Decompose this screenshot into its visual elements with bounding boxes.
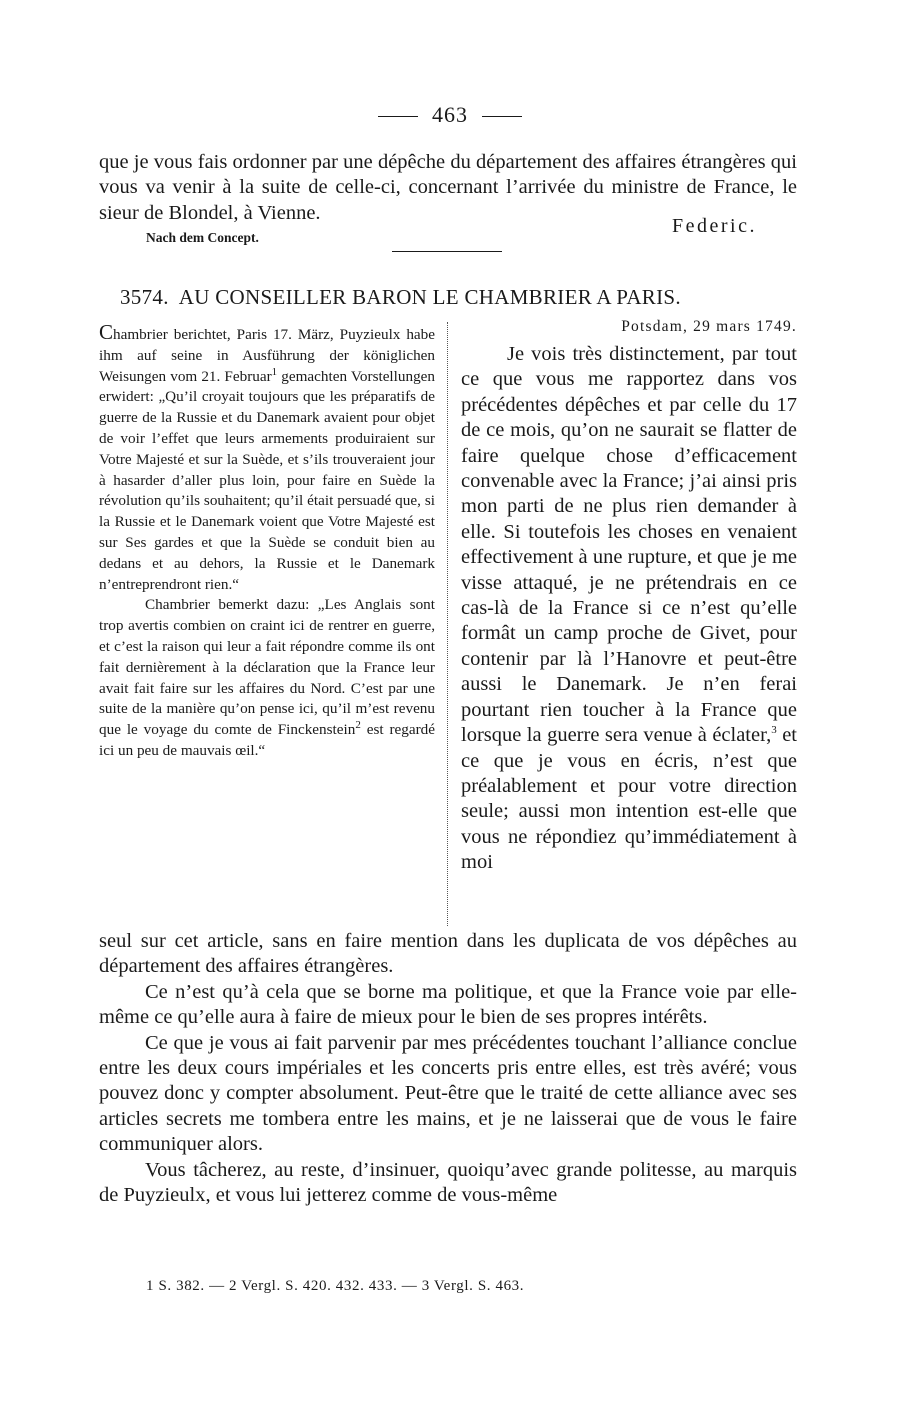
signature: Federic. bbox=[672, 215, 757, 237]
letter-number: 3574. bbox=[120, 285, 169, 309]
page-number-text: 463 bbox=[432, 102, 468, 127]
continuation-paragraph-1: seul sur cet article, sans en faire mention dans les duplicata de vos dépêches au département des affaires étrangères. bbox=[99, 930, 797, 978]
letter-body-paragraph bbox=[461, 342, 797, 876]
section-divider bbox=[392, 251, 502, 252]
opening-text: que je vous fais ordonner par une dépêche du département des affaires étrangères qui vous va venir à la suite de celle-ci, concernant l’arrivée du ministre de France, le sieur de Blondel, à Vienne. bbox=[99, 151, 797, 224]
footnote-ref-1: 1 bbox=[271, 365, 278, 378]
summary-text-1-tail: gemachten Vorstellungen erwidert: „Qu’il croyait toujours que les préparatifs de guerre de la Russie et du Danemark avaient pour objet de voir l’effet que leurs armements produiraient sur Votre Majesté et sur la Suède, et s’ils trouveraient jour à hasarder d’aller plus loin, pour faire en Suède la révolution qu’ils souhaitent; qu’il était persuadé que, si la Russie et le Danemark voient que Votre Majesté est sur Ses gardes et que la Suède se conduit bien au dedans et au dehors, la Russie et le Danemark n’entreprendront rien.“ bbox=[99, 367, 435, 593]
summary-column bbox=[99, 322, 435, 762]
summary-paragraph-2 bbox=[99, 595, 435, 761]
continuation-paragraph-3: Ce que je vous ai fait parvenir par mes précédentes touchant l’alliance conclue entre les deux cours impériales et les concerts pris entre elles, est très avéré; vous pouvez donc y compter absolument. Peut-être que le traité de cette alliance avec ses articles secrets me tombera entre les mains, et je ne laisserai que de vous le faire communiquer alors. bbox=[99, 1031, 797, 1156]
letter-body-text-b: et ce que je vous en écris, n’est que préalablement et pour votre direction seule; aussi mon intention est-elle que vous ne répondiez qu’immédiatement à moi bbox=[461, 724, 797, 874]
page-number-rule-right bbox=[482, 116, 522, 117]
summary-paragraph-1 bbox=[99, 322, 435, 595]
summary-text-1: hambrier berichtet, Paris 17. März, Puyzieulx habe ihm auf seine in Ausführung der königlichen Weisungen vom 21. Februar bbox=[99, 326, 435, 385]
footnote-ref-3: 3 bbox=[771, 724, 777, 737]
summary-initial: C bbox=[99, 320, 114, 344]
letter-body-column bbox=[461, 316, 797, 876]
continuation-paragraph-2: Ce n’est qu’à cela que se borne ma politique, et que la France voie par elle-même ce qu’elle aura à faire de mieux pour le bien de ses propres intérêts. bbox=[99, 980, 797, 1029]
letter-title: AU CONSEILLER BARON LE CHAMBRIER A PARIS. bbox=[178, 285, 681, 309]
column-divider bbox=[447, 322, 448, 926]
continuation-text bbox=[99, 929, 797, 1208]
dateline: Potsdam, 29 mars 1749. bbox=[621, 318, 797, 335]
page-number bbox=[0, 102, 900, 128]
continuation-paragraph-4: Vous tâcherez, au reste, d’insinuer, quoiqu’avec grande politesse, au marquis de Puyzieulx, et vous lui jetterez comme de vous-même bbox=[99, 1158, 797, 1207]
summary-text-2: Chambrier bemerkt dazu: „Les Anglais sont trop avertis combien on craint ici de rentrer en guerre, et c’est la raison qui leur a fait répondre comme ils ont fait dernièrement à la déclaration que la France leur avait fait faire sur les affaires du Nord. C’est par une suite de la manière qu’on pense ici, qu’il m’est revenu que le voyage du comte de Finckenstein bbox=[99, 596, 435, 739]
footnote-ref-2: 2 bbox=[355, 719, 361, 732]
source-note: Nach dem Concept. bbox=[146, 230, 259, 245]
letter-body-text-a: Je vois très distinctement, par tout ce que vous me rapportez dans vos précédentes dépêches et par celle du 17 de ce mois, qu’on ne saurait se flatter de faire quelque chose d’efficacement convenable avec la France; j’ai ainsi pris mon parti de ne plus rien demander à elle. Si toutefois les choses en venaient effectivement à une rupture, et que je me visse attaqué, je ne prétendrais en ce cas-là de la France si ce n’est qu’elle formât un camp proche de Givet, pour contenir par là l’Hanovre et peut-être aussi le Danemark. Je n’en ferai pourtant rien toucher à la France que lorsque la guerre sera venue à éclater, bbox=[461, 343, 797, 747]
footnotes: 1 S. 382. — 2 Vergl. S. 420. 432. 433. — 3 Vergl. S. 463. bbox=[146, 1278, 525, 1294]
letter-heading bbox=[120, 285, 780, 310]
page-number-rule-left bbox=[378, 116, 418, 117]
summary-text-2-tail: est regardé ici un peu de mauvais œil.“ bbox=[99, 721, 435, 759]
